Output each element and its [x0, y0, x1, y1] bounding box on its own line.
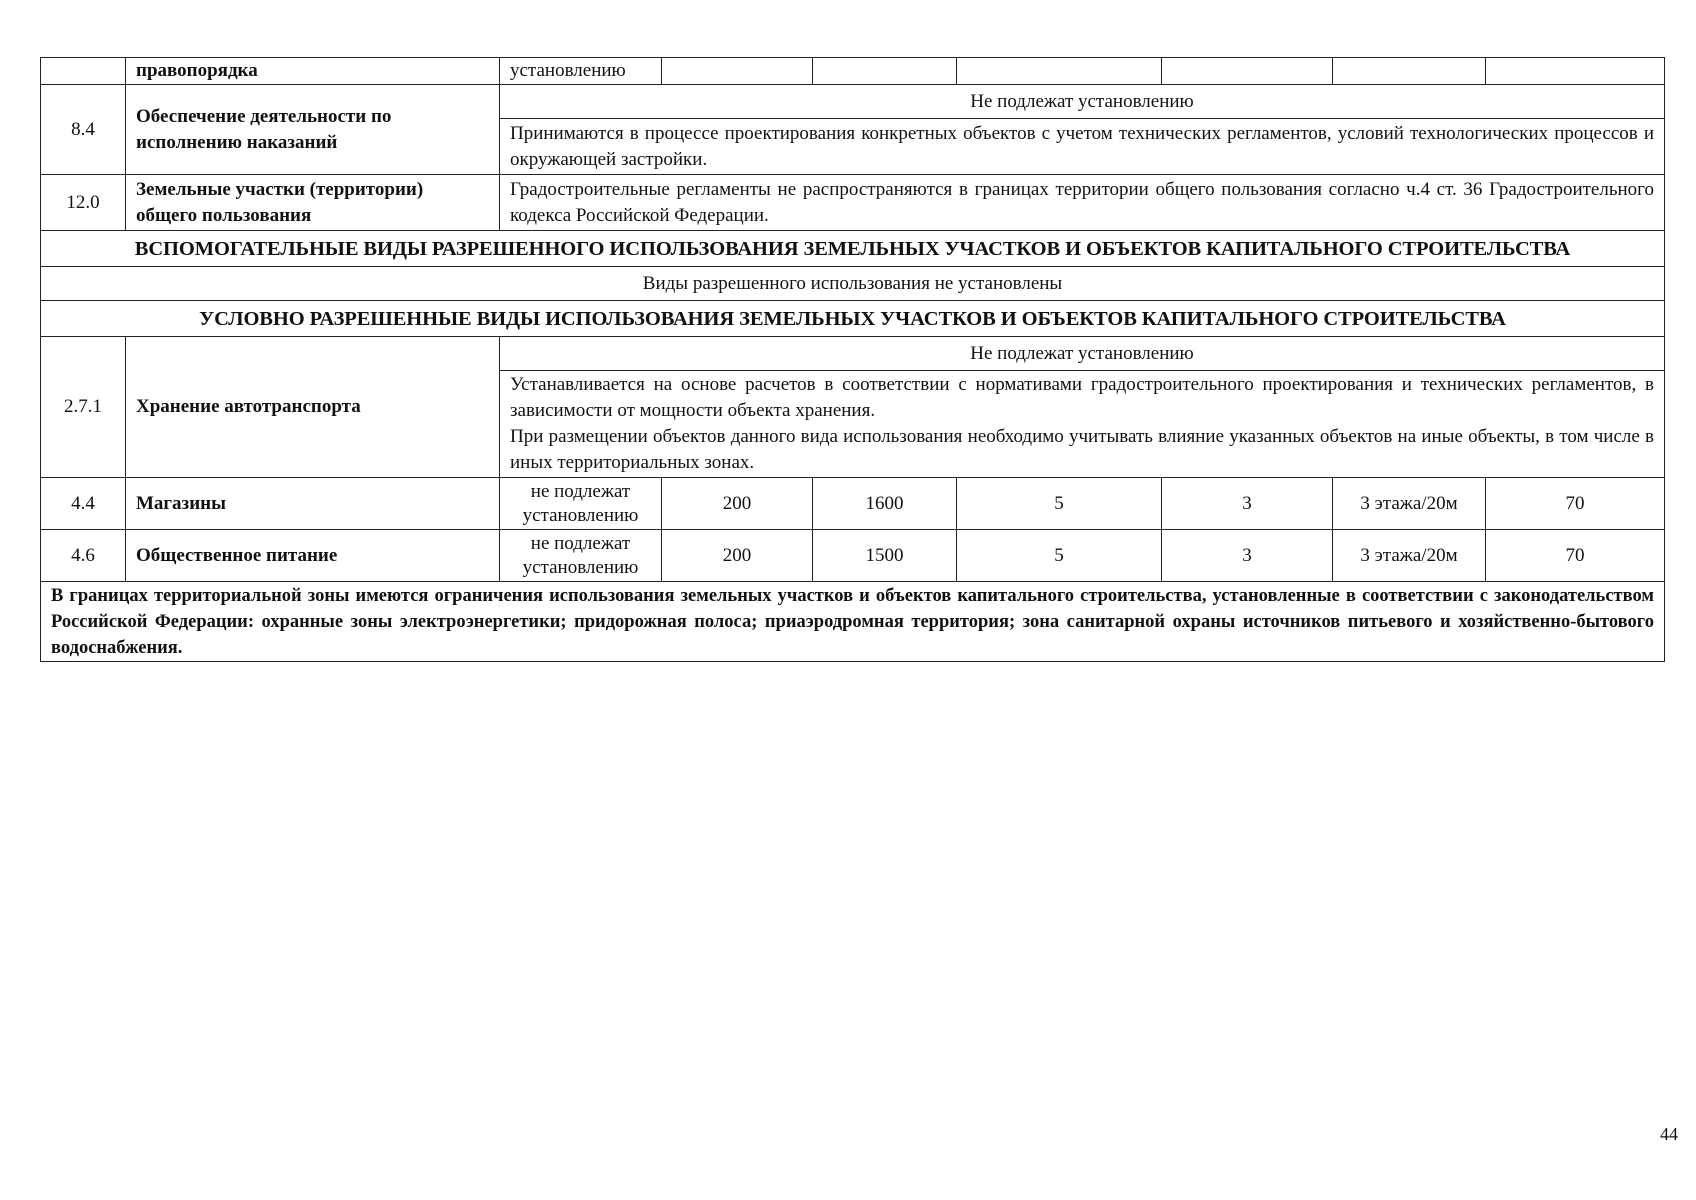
value-cell: 1600	[813, 478, 957, 530]
code-cell: 12.0	[41, 175, 126, 231]
merged-cell: Виды разрешенного использования не установлены	[41, 267, 1665, 301]
table-row	[41, 478, 1665, 530]
value-cell	[1333, 58, 1486, 85]
value-cell: 70	[1486, 530, 1665, 582]
value-cell: 5	[957, 478, 1162, 530]
section-heading: УСЛОВНО РАЗРЕШЕННЫЕ ВИДЫ ИСПОЛЬЗОВАНИЯ ЗЕМЕЛЬНЫХ УЧАСТКОВ И ОБЪЕКТОВ КАПИТАЛЬНОГО СТРОИТЕЛЬСТВА	[41, 301, 1665, 337]
table-row	[41, 530, 1665, 582]
value-cell: 3 этажа/20м	[1333, 530, 1486, 582]
merged-cell: Не подлежат установлению	[500, 85, 1665, 119]
paragraph: При размещении объектов данного вида использования необходимо учитывать влияние указанных объектов на иные объекты, в том числе в иных территориальных зонах.	[510, 426, 1654, 473]
page-number: 44	[1660, 1124, 1678, 1144]
table-row	[41, 175, 1665, 231]
restrictions-note: В границах территориальной зоны имеются ограничения использования земельных участков и объектов капитального строительства, установленные в соответствии с законодательством Российской Федерации: охранные зоны электроэнергетики; придорожная полоса; приаэродромная территория; зона санитарной охраны источников питьевого и хозяйственно-бытового водоснабжения.	[41, 582, 1665, 662]
table-row	[41, 85, 1665, 119]
code-cell: 4.4	[41, 478, 126, 530]
value-cell: 70	[1486, 478, 1665, 530]
name-cell: Общественное питание	[126, 530, 500, 582]
name-cell: Обеспечение деятельности по исполнению наказаний	[126, 85, 500, 175]
table-row	[41, 337, 1665, 371]
code-cell: 8.4	[41, 85, 126, 175]
merged-cell: Принимаются в процессе проектирования конкретных объектов с учетом технических регламентов, условий технологических процессов и окружающей застройки.	[500, 119, 1665, 175]
value-cell: 3 этажа/20м	[1333, 478, 1486, 530]
value-cell: 3	[1162, 530, 1333, 582]
value-cell: 1500	[813, 530, 957, 582]
value-cell	[1162, 58, 1333, 85]
value-cell	[957, 58, 1162, 85]
name-cell: Земельные участки (территории) общего пользования	[126, 175, 500, 231]
value-cell	[1486, 58, 1665, 85]
name-cell: правопорядка	[126, 58, 500, 85]
name-cell: Хранение автотранспорта	[126, 337, 500, 478]
section-heading-row	[41, 301, 1665, 337]
code-cell: 4.6	[41, 530, 126, 582]
table-row	[41, 267, 1665, 301]
value-cell: 200	[662, 478, 813, 530]
regulations-table	[40, 57, 1665, 662]
value-cell: не подлежат установлению	[500, 530, 662, 582]
value-cell: 5	[957, 530, 1162, 582]
merged-cell: Градостроительные регламенты не распространяются в границах территории общего пользования согласно ч.4 ст. 36 Градостроительного кодекса Российской Федерации.	[500, 175, 1665, 231]
section-heading-row	[41, 231, 1665, 267]
code-cell: 2.7.1	[41, 337, 126, 478]
footnote-row	[41, 582, 1665, 662]
value-cell	[662, 58, 813, 85]
merged-cell	[500, 371, 1665, 478]
code-cell	[41, 58, 126, 85]
merged-cell: Не подлежат установлению	[500, 337, 1665, 371]
value-cell: не подлежат установлению	[500, 478, 662, 530]
value-cell: установлению	[500, 58, 662, 85]
paragraph: Устанавливается на основе расчетов в соответствии с нормативами градостроительного проектирования и технических регламентов, в зависимости от мощности объекта хранения.	[510, 374, 1654, 421]
value-cell: 200	[662, 530, 813, 582]
section-heading: ВСПОМОГАТЕЛЬНЫЕ ВИДЫ РАЗРЕШЕННОГО ИСПОЛЬЗОВАНИЯ ЗЕМЕЛЬНЫХ УЧАСТКОВ И ОБЪЕКТОВ КАПИТАЛЬНОГО СТРОИТЕЛЬСТВА	[41, 231, 1665, 267]
value-cell: 3	[1162, 478, 1333, 530]
table-row	[41, 58, 1665, 85]
name-cell: Магазины	[126, 478, 500, 530]
value-cell	[813, 58, 957, 85]
